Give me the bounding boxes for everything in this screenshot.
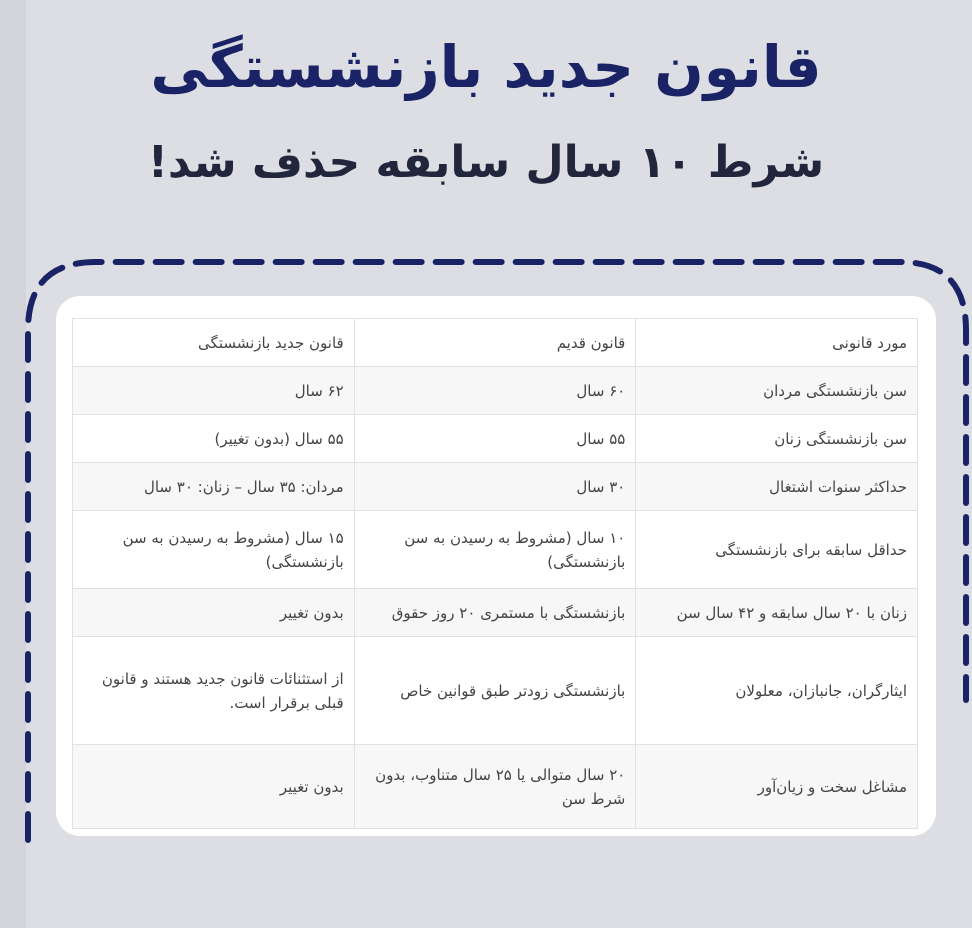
table-row bbox=[73, 637, 918, 745]
cell-topic: سن بازنشستگی مردان bbox=[636, 367, 918, 415]
header-new-law: قانون جدید بازنشستگی bbox=[73, 319, 355, 367]
cell-old: ۶۰ سال bbox=[354, 367, 636, 415]
cell-old: ۵۵ سال bbox=[354, 415, 636, 463]
page-title: قانون جدید بازنشستگی bbox=[150, 33, 822, 101]
cell-topic: حداکثر سنوات اشتغال bbox=[636, 463, 918, 511]
table-header-row bbox=[73, 319, 918, 367]
table-card bbox=[56, 296, 936, 836]
table-row bbox=[73, 367, 918, 415]
cell-topic: مشاغل سخت و زیان‌آور bbox=[636, 745, 918, 829]
cell-topic: زنان با ۲۰ سال سابقه و ۴۲ سال سن bbox=[636, 589, 918, 637]
cell-new: بدون تغییر bbox=[73, 589, 355, 637]
table-row bbox=[73, 511, 918, 589]
cell-topic: حداقل سابقه برای بازنشستگی bbox=[636, 511, 918, 589]
cell-new: ۱۵ سال (مشروط به رسیدن به سن بازنشستگی) bbox=[73, 511, 355, 589]
header-topic: مورد قانونی bbox=[636, 319, 918, 367]
table-row bbox=[73, 745, 918, 829]
cell-new: بدون تغییر bbox=[73, 745, 355, 829]
cell-old: ۲۰ سال متوالی یا ۲۵ سال متناوب، بدون شرط سن bbox=[354, 745, 636, 829]
comparison-table bbox=[72, 318, 918, 829]
cell-new: مردان: ۳۵ سال – زنان: ۳۰ سال bbox=[73, 463, 355, 511]
cell-old: بازنشستگی زودتر طبق قوانین خاص bbox=[354, 637, 636, 745]
cell-new: ۶۲ سال bbox=[73, 367, 355, 415]
header-old-law: قانون قدیم bbox=[354, 319, 636, 367]
cell-topic: ایثارگران، جانبازان، معلولان bbox=[636, 637, 918, 745]
cell-new: از استثنائات قانون جدید هستند و قانون قبلی برقرار است. bbox=[73, 637, 355, 745]
table-row bbox=[73, 415, 918, 463]
cell-topic: سن بازنشستگی زنان bbox=[636, 415, 918, 463]
cell-old: ۱۰ سال (مشروط به رسیدن به سن بازنشستگی) bbox=[354, 511, 636, 589]
cell-new: ۵۵ سال (بدون تغییر) bbox=[73, 415, 355, 463]
table-row bbox=[73, 589, 918, 637]
cell-old: بازنشستگی با مستمری ۲۰ روز حقوق bbox=[354, 589, 636, 637]
cell-old: ۳۰ سال bbox=[354, 463, 636, 511]
page-subtitle: شرط ۱۰ سال سابقه حذف شد! bbox=[147, 137, 825, 188]
table-row bbox=[73, 463, 918, 511]
